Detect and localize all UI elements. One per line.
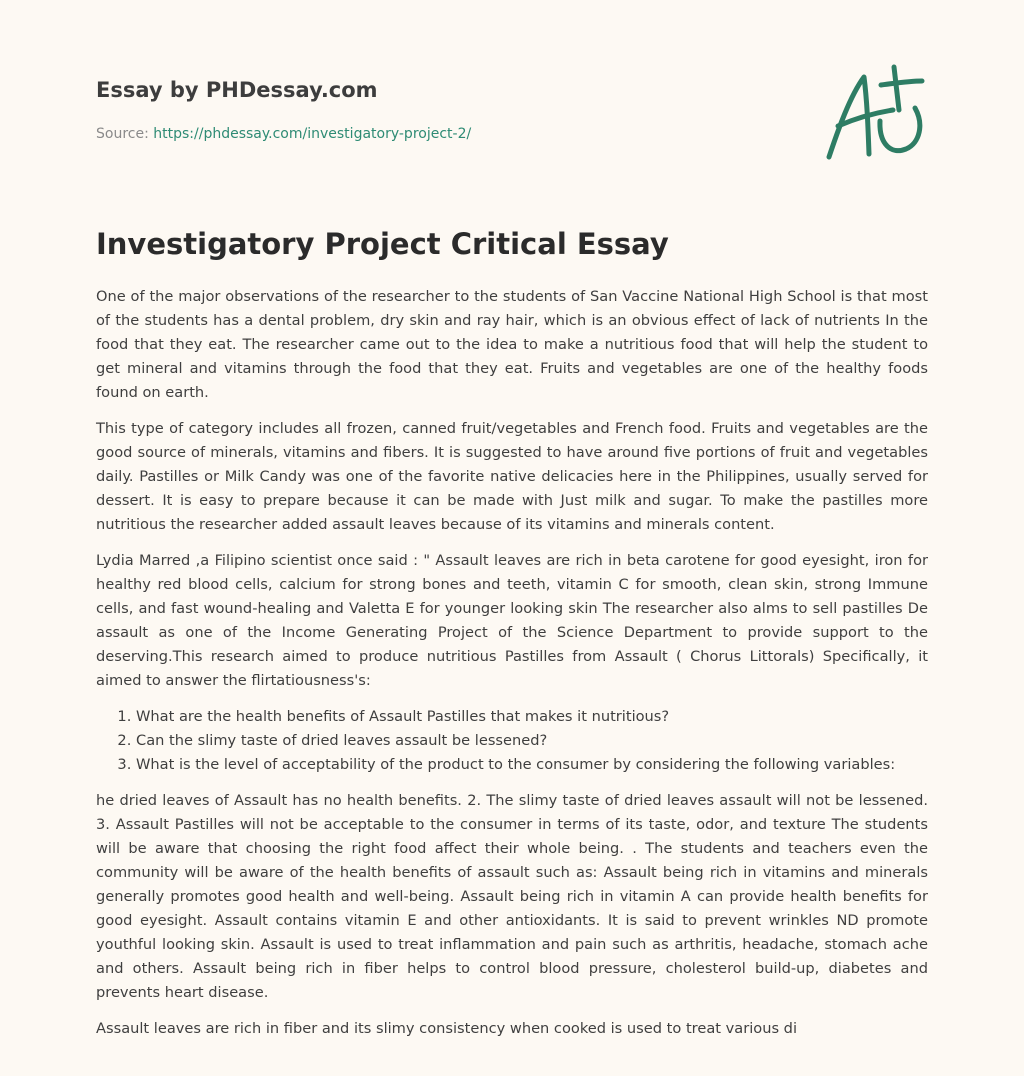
page-header xyxy=(96,76,928,144)
paragraph: Lydia Marred ,a Filipino scientist once said : " Assault leaves are rich in beta carotene for good eyesight, iron for healthy red blood cells, calcium for strong bones and teeth, vitamin C for smooth, clean skin, strong Immune cells, and fast wound-healing and Valetta E for younger looking skin The researcher also alms to sell pastilles De assault as one of the Income Generating Project of the Science Department to provide support to the deserving.This research aimed to produce nutritious Pastilles from Assault ( Chorus Littorals) Specifically, it aimed to answer the flirtatiousness's: xyxy=(96,552,928,689)
paragraph-truncated: Assault leaves are rich in fiber and its slimy consistency when cooked is used to treat various di xyxy=(96,1020,798,1037)
paragraph: One of the major observations of the researcher to the students of San Vaccine National High School is that most of the students has a dental problem, dry skin and ray hair, which is an obvious effect of lack of nutrients In the food that they eat. The researcher came out to the idea to make a nutritious food that will help the student to get mineral and vitamins through the food that they eat. Fruits and vegetables are one of the healthy foods found on earth. xyxy=(96,288,928,401)
paragraph: he dried leaves of Assault has no health benefits. 2. The slimy taste of dried leaves assault will not be lessened. 3. Assault Pastilles will not be acceptable to the consumer in terms of its taste, odor, and texture The students will be aware that choosing the right food affect their whole being. . The students and teachers even the community will be aware of the health benefits of assault such as: Assault being rich in vitamins and minerals generally promotes good health and well-being. Assault being rich in vitamin A can provide health benefits for good eyesight. Assault contains vitamin E and other antioxidants. It is said to prevent wrinkles ND promote youthful looking skin. Assault is used to treat inflammation and pain such as arthritis, headache, stomach ache and others. Assault being rich in fiber helps to control blood pressure, cholesterol build-up, diabetes and prevents heart disease. xyxy=(96,792,928,1001)
essay-body xyxy=(96,285,928,1053)
essay-title: Investigatory Project Critical Essay xyxy=(96,227,669,261)
source-link[interactable]: https://phdessay.com/investigatory-project-2/ xyxy=(153,126,472,142)
research-questions-list xyxy=(96,705,928,777)
source-line xyxy=(96,124,928,144)
paragraph: This type of category includes all frozen, canned fruit/vegetables and French food. Fruits and vegetables are the good source of minerals, vitamins and fibers. It is suggested to have around five portions of fruit and vegetables daily. Pastilles or Milk Candy was one of the favorite native delicacies here in the Philippines, usually served for dessert. It is easy to prepare because it can be made with Just milk and sugar. To make the pastilles more nutritious the researcher added assault leaves because of its vitamins and minerals content. xyxy=(96,420,928,533)
list-item: 1. What are the health benefits of Assault Pastilles that makes it nutritious? xyxy=(136,705,928,729)
site-brand: Essay by PHDessay.com xyxy=(96,78,378,102)
source-label: Source: xyxy=(96,126,154,142)
a-plus-grade-icon xyxy=(818,64,930,168)
list-item: 2. Can the slimy taste of dried leaves assault be lessened? xyxy=(136,729,928,753)
list-item: 3. What is the level of acceptability of the product to the consumer by considering the following variables: xyxy=(136,753,928,777)
